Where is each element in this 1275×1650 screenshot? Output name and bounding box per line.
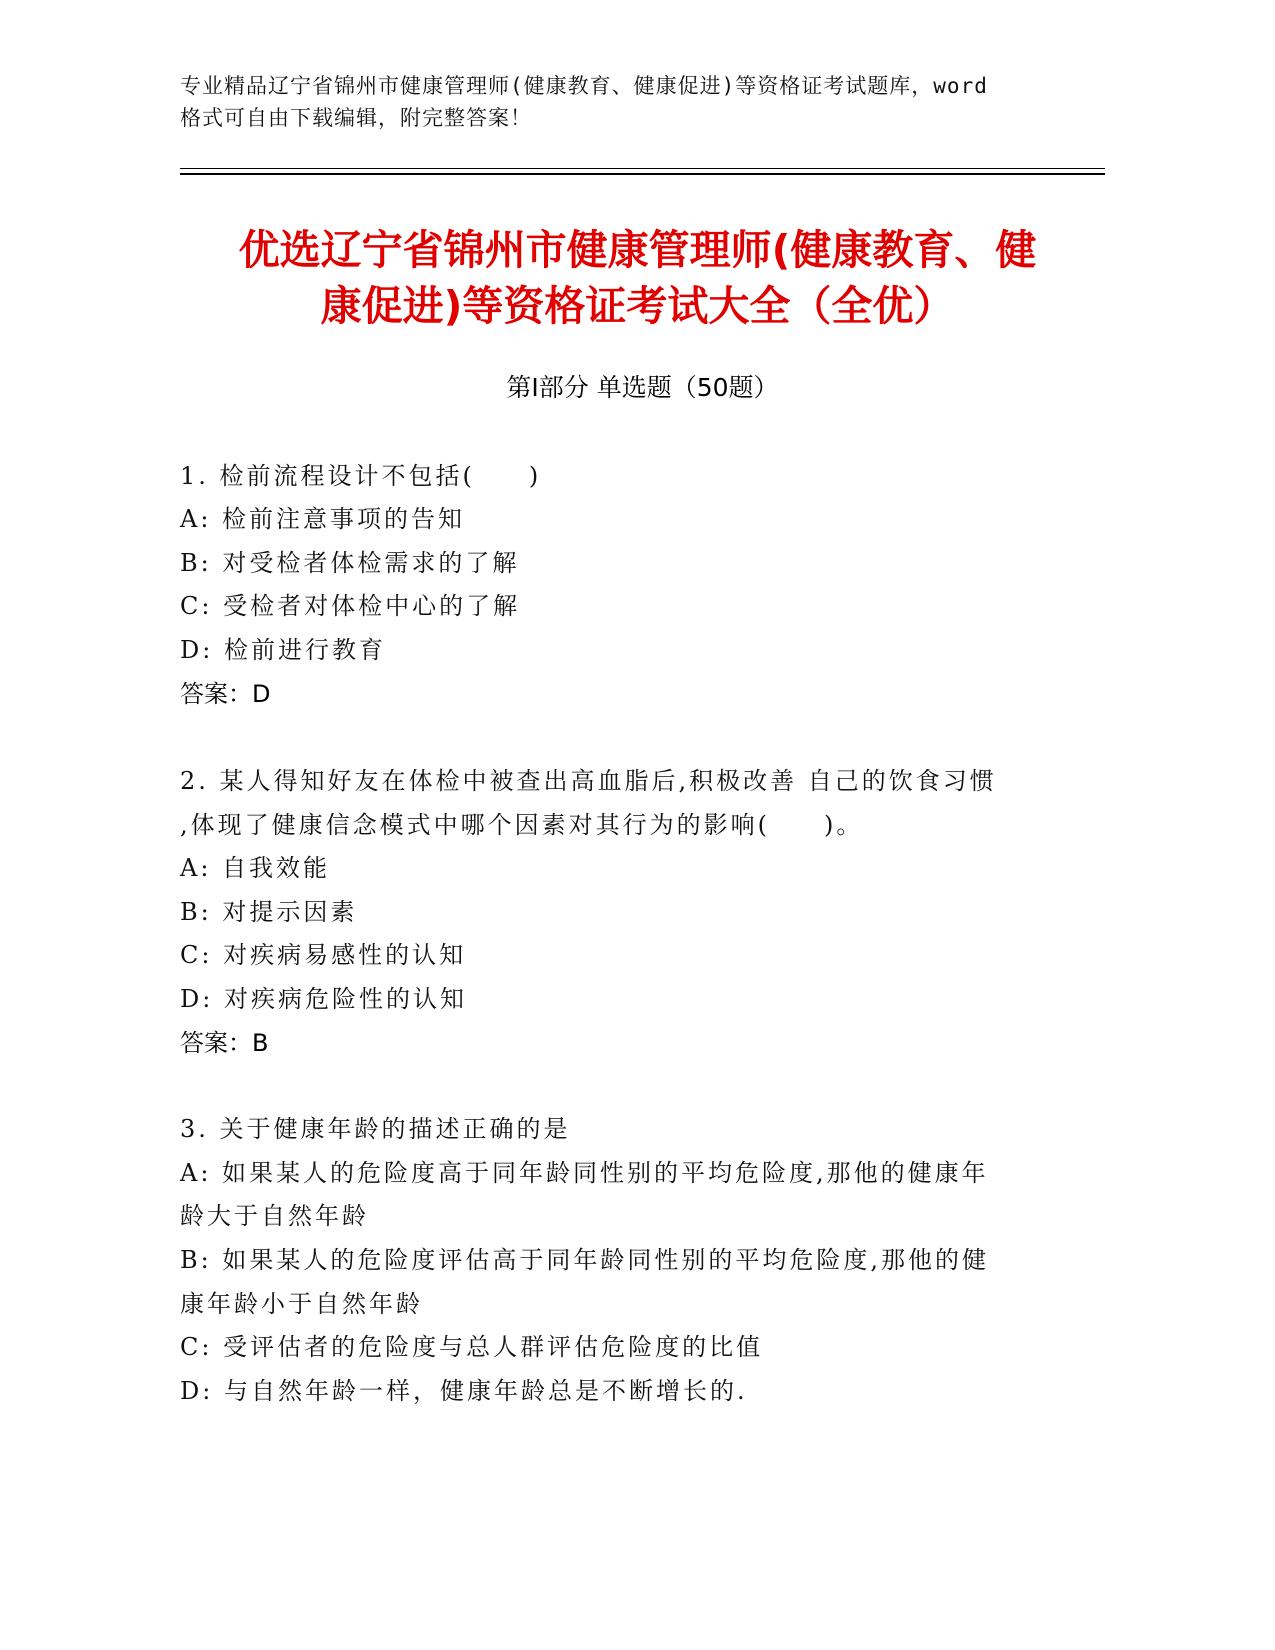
header-divider-thick — [180, 173, 1105, 175]
document-title-line-1: 优选辽宁省锦州市健康管理师(健康教育、健 — [238, 226, 1037, 274]
document-title — [160, 222, 1115, 334]
question-2-option-c: C: 对疾病易感性的认知 — [180, 941, 467, 969]
question-1-stem: 1. 检前流程设计不包括( ) — [180, 462, 542, 490]
question-2-option-b: B: 对提示因素 — [180, 898, 358, 926]
header-note-line-1: 专业精品辽宁省锦州市健康管理师(健康教育、健康促进)等资格证考试题库，word — [180, 74, 988, 98]
question-3-option-b-line-1: B: 如果某人的危险度评估高于同年龄同性别的平均危险度,那他的健 — [180, 1246, 989, 1274]
question-2-option-a: A: 自我效能 — [180, 854, 331, 882]
document-title-line-2: 康促进)等资格证考试大全（全优） — [320, 282, 955, 330]
question-3-option-d: D: 与自然年龄一样，健康年龄总是不断增长的. — [180, 1377, 748, 1405]
question-2-answer: 答案：B — [180, 1029, 269, 1057]
section-heading: 第Ⅰ部分 单选题（50题） — [506, 373, 779, 402]
question-3-stem: 3. 关于健康年龄的描述正确的是 — [180, 1115, 571, 1143]
question-1-option-a: A: 检前注意事项的告知 — [180, 505, 466, 533]
question-1-option-c: C: 受检者对体检中心的了解 — [180, 592, 521, 620]
header-divider-thin — [180, 168, 1105, 169]
question-3-option-b-line-2: 康年龄小于自然年龄 — [180, 1290, 423, 1318]
question-2-option-d: D: 对疾病危险性的认知 — [180, 985, 467, 1013]
question-3-option-c: C: 受评估者的危险度与总人群评估危险度的比值 — [180, 1333, 764, 1361]
question-2-stem-line-2: ,体现了健康信念模式中哪个因素对其行为的影响( )。 — [180, 811, 864, 839]
question-1-option-b: B: 对受检者体检需求的了解 — [180, 549, 520, 577]
header-note-line-2: 格式可自由下载编辑，附完整答案！ — [180, 106, 532, 130]
question-3-option-a-line-2: 龄大于自然年龄 — [180, 1202, 369, 1230]
header-note — [180, 70, 1080, 134]
question-1-option-d: D: 检前进行教育 — [180, 636, 386, 664]
question-3-option-a-line-1: A: 如果某人的危险度高于同年龄同性别的平均危险度,那他的健康年 — [180, 1159, 989, 1187]
question-1-answer: 答案：D — [180, 680, 271, 708]
question-2-stem-line-1: 2. 某人得知好友在体检中被查出高血脂后,积极改善 自己的饮食习惯 — [180, 767, 997, 795]
